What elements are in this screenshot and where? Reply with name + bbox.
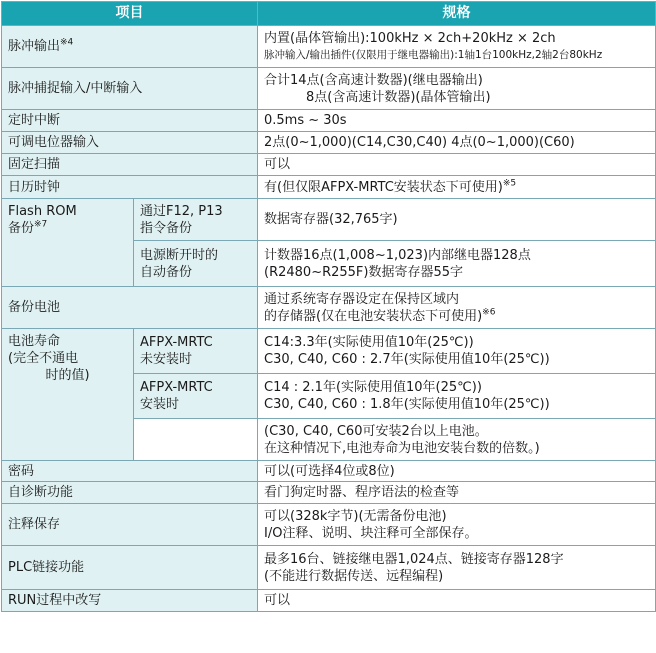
row-value-password: 可以(可选择4位或8位) [258,461,656,482]
sub-label-mrtc-not-installed: AFPX-MRTC 未安装时 [134,329,258,374]
row-label-timer-interrupt: 定时中断 [2,110,258,132]
row-value-auto-backup: 计数器16点(1,008~1,023)内部继电器128点 (R2480~R255F)数据寄存器55字 [258,241,656,287]
header-item: 项目 [2,2,258,26]
row-label-pulse-output: 脉冲输出$^{※4}$ [2,26,258,68]
table-row [2,26,656,68]
row-label-battery-life: 电池寿命 (完全不通电 时的值) [2,329,134,461]
row-label-backup-battery: 备份电池 [2,287,258,329]
table-row [2,461,656,482]
sub-label-f12-backup: 通过F12, P13 指令备份 [134,199,258,241]
row-value-self-diag: 看门狗定时器、程序语法的检查等 [258,482,656,504]
row-value-fixed-scan: 可以 [258,154,656,176]
row-label-comment-save: 注释保存 [2,504,258,546]
header-spec: 规格 [258,2,656,26]
row-label-fixed-scan: 固定扫描 [2,154,258,176]
row-value-battery-note: (C30, C40, C60可安装2台以上电池。 在这种情况下,电池寿命为电池安装台数的倍数。) [258,419,656,461]
table-row [2,199,656,241]
row-label-calendar: 日历时钟 [2,176,258,199]
battery-note-spacer [134,419,258,461]
table-row [2,546,656,590]
footnote-mark: ※7 [34,219,48,230]
table-row [2,504,656,546]
row-value-backup-battery: 通过系统寄存器设定在保持区域内 的存储器(仅在电池安装状态下可使用)$^{※6}$ [258,287,656,329]
row-label-self-diag: 自诊断功能 [2,482,258,504]
table-row [2,482,656,504]
footnote-mark: ※5 [502,178,517,189]
table-row [2,287,656,329]
row-value-potentiometer: 2点(0~1,000)(C14,C30,C40) 4点(0~1,000)(C60) [258,132,656,154]
row-label-pulse-capture: 脉冲捕捉输入/中断输入 [2,68,258,110]
row-value-calendar: 有(但仅限AFPX-MRTC安装状态下可使用)$^{※5}$ [258,176,656,199]
row-value-run-rewrite: 可以 [258,590,656,612]
table-row [2,329,656,374]
footnote-mark: ※4 [60,37,74,48]
row-label-password: 密码 [2,461,258,482]
table-row [2,590,656,612]
table-row [2,154,656,176]
row-value-f12-backup: 数据寄存器(32,765字) [258,199,656,241]
spec-table [1,1,656,612]
row-label-potentiometer: 可调电位器输入 [2,132,258,154]
sub-label-mrtc-installed: AFPX-MRTC 安装时 [134,374,258,419]
row-value-plc-link: 最多16台、链接继电器1,024点、链接寄存器128字 (不能进行数据传送、远程编程) [258,546,656,590]
row-value-pulse-capture: 合计14点(含高速计数器)(继电器输出) 8点(含高速计数器)(晶体管输出) [258,68,656,110]
row-label-flash-rom: Flash ROM 备份$^{※7}$ [2,199,134,287]
row-value-mrtc-not-installed: C14:3.3年(实际使用值10年(25℃)) C30, C40, C60 : 2.7年(实际使用值10年(25℃)) [258,329,656,374]
row-value-comment-save: 可以(328k字节)(无需备份电池) I/O注释、说明、块注释可全部保存。 [258,504,656,546]
table-row [2,132,656,154]
sub-label-auto-backup: 电源断开时的 自动备份 [134,241,258,287]
footnote-mark: ※6 [482,307,496,318]
table-row [2,176,656,199]
table-header-row [2,2,656,26]
row-value-mrtc-installed: C14 : 2.1年(实际使用值10年(25℃)) C30, C40, C60 : 1.8年(实际使用值10年(25℃)) [258,374,656,419]
table-row [2,110,656,132]
row-value-pulse-output: 内置(晶体管输出):100kHz × 2ch+20kHz × 2ch 脉冲输入/输出插件(仅限用于继电器输出):1轴1台100kHz,2轴2台80kHz [258,26,656,68]
row-value-timer-interrupt: 0.5ms ~ 30s [258,110,656,132]
row-label-plc-link: PLC链接功能 [2,546,258,590]
row-label-run-rewrite: RUN过程中改写 [2,590,258,612]
table-row [2,68,656,110]
